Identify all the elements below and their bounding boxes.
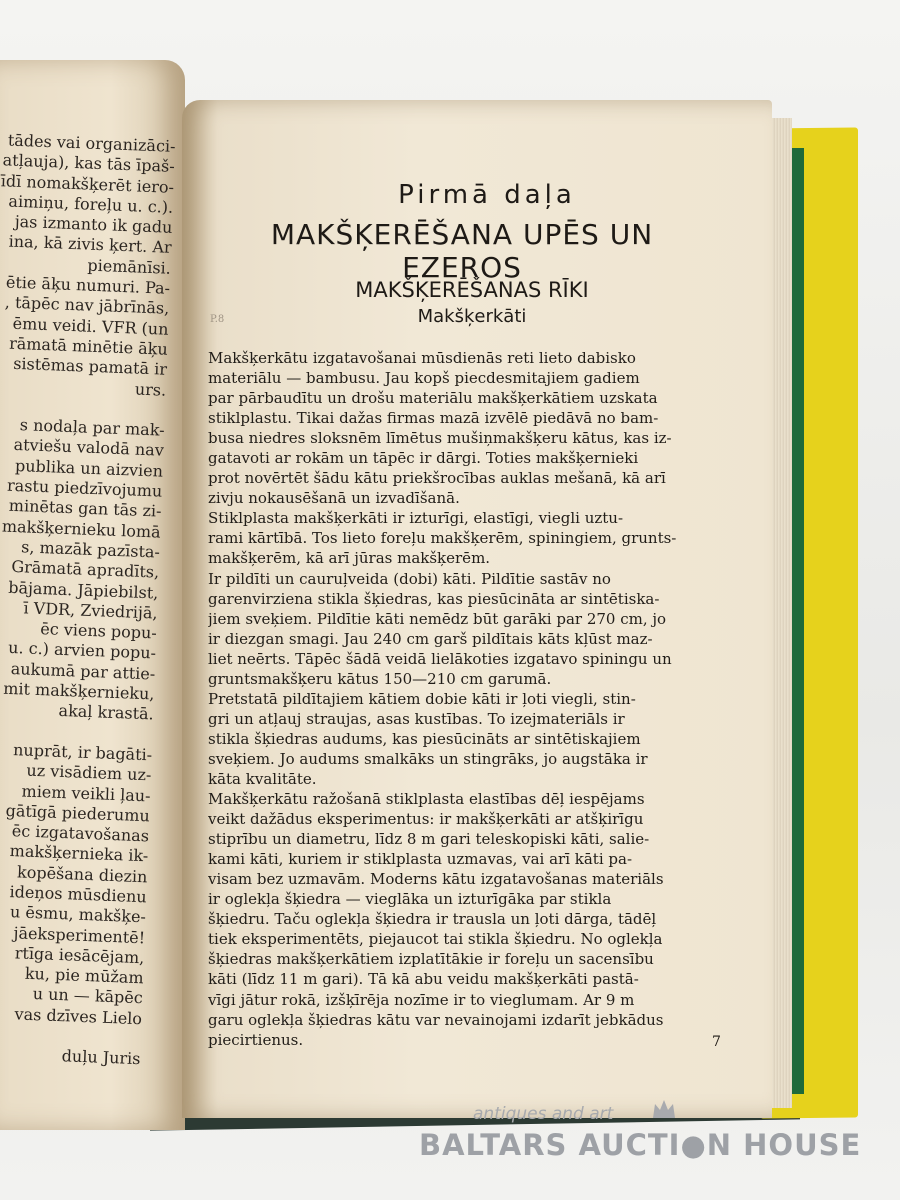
body-line: stikla šķiedras audums, kas piesūcināts ar sintētiskajiem — [208, 729, 641, 748]
body-line: vīgi jātur rokā, izšķīrēja nozīme ir to vieglumam. Ar 9 m — [208, 990, 635, 1009]
body-line: Stiklplasta makšķerkāti ir izturīgi, elastīgi, viegli uztu- — [208, 509, 624, 528]
subsection-title: Makšķerkāti — [417, 306, 527, 327]
left-page-line: u. c.) arvien popu- — [7, 638, 157, 663]
left-page-line: Grāmatā apradīts, — [11, 557, 160, 582]
left-page-line: īdī nomakšķerēt iero- — [0, 170, 175, 197]
watermark-brand: BALTARS AUCTI●N HOUSE — [419, 1128, 862, 1162]
body-line: šķiedras makšķerkātiem izplatītākie ir foreļu un sacensību — [208, 950, 654, 969]
left-page-line: aimiņu, foreļu u. c.). — [8, 191, 174, 217]
left-page-line: atļauja), kas tās īpaš- — [2, 150, 176, 177]
body-line: Ir pildīti un cauruļveida (dobi) kāti. Pildītie sastāv no — [208, 569, 611, 588]
body-line: visam bez uzmavām. Moderns kātu izgatavošanas materiāls — [208, 870, 664, 889]
chapter-title: MAKŠĶERĒŠANA UPĒS UN EZEROS — [270, 218, 654, 284]
left-page-line: , tāpēc nav jābrīnās, — [4, 292, 170, 319]
watermark — [405, 1104, 862, 1184]
left-page-line: u un — kāpēc — [32, 984, 144, 1008]
pencil-mark: P.8 — [210, 314, 225, 325]
body-line: busa niedres sloksnēm līmētus mušiņmakšķeru kātus, kas iz- — [208, 429, 672, 448]
body-line: kāta kvalitāte. — [208, 769, 317, 788]
body-line: stiprību un diametru, līdz 8 m gari teleskopiski kāti, salie- — [208, 830, 650, 849]
left-page-line: mit makšķernieku, — [2, 678, 155, 704]
left-page-line: rastu piedzīvojumu — [6, 475, 163, 501]
body-line: Makšķerkātu ražošanā stiklplasta elastības dēļ iespējams — [208, 790, 645, 809]
body-line: liet neērts. Tāpēc šādā veidā lielākoties izgatavo spiningu un — [208, 649, 672, 668]
body-text — [208, 348, 710, 1050]
body-line: zivju nokausēšanā un izvadīšanā. — [208, 489, 460, 508]
left-page-line: jas izmanto ik gadu — [14, 211, 173, 238]
left-page-line: akaļ krastā. — [58, 701, 155, 724]
left-page-line: atviešu valodā nav — [13, 435, 165, 461]
body-line: šķiedru. Taču oglekļa šķiedra ir trausla un ļoti dārga, tādēļ — [208, 910, 657, 929]
left-page-line: piemānīsi. — [87, 255, 172, 278]
body-line: Makšķerkātu izgatavošanai mūsdienās reti lieto dabisko — [208, 349, 636, 367]
body-line: gri un atļauj straujas, asas kustības. To izejmateriāls ir — [208, 709, 625, 728]
left-page-line: duļu Juris — [61, 1046, 141, 1069]
left-page-line: ideņos mūsdienu — [9, 882, 148, 907]
left-page-line: ēc viens popu- — [39, 619, 158, 643]
left-page-line: ētie āķu numuri. Pa- — [5, 272, 171, 298]
left-page-line: miem veikli ļau- — [21, 780, 151, 805]
left-page — [0, 60, 185, 1130]
left-page-line: vas dzīves Lielo — [14, 1004, 143, 1029]
left-page-line: jāeksperimentē! — [13, 922, 146, 947]
left-page-line: ī VDR, Zviedrijā, — [23, 598, 158, 623]
left-page-line: uz visādiem uz- — [26, 760, 152, 785]
left-page-line: publika un aizvien — [14, 455, 164, 481]
body-line: par pārbaudītu un drošu materiālu makšķerkātiem uzskata — [208, 389, 658, 408]
left-page-text — [0, 130, 176, 1070]
left-page-line: makšķernieku lomā — [1, 516, 162, 542]
body-line: makšķerēm, kā arī jūras makšķerēm. — [208, 549, 491, 568]
body-line: sveķiem. Jo audums smalkāks un stingrāks, jo augstāka ir — [208, 749, 648, 768]
left-page-line: ina, kā zivis ķert. Ar — [8, 232, 172, 258]
body-line: prot novērtēt šādu kātu priekšrocības auklas mešanā, kā arī — [208, 469, 666, 488]
page-number: 7 — [712, 1034, 721, 1050]
left-page-line: urs. — [134, 379, 167, 400]
left-page-line: gātīgā piederumu — [5, 800, 151, 826]
body-line: gruntsmakšķeru kātus 150—210 cm garumā. — [208, 669, 552, 688]
body-line: stiklplastu. Tikai dažas firmas mazā izvēlē piedāvā no bam- — [208, 409, 659, 428]
left-page-line: ku, pie mūžam — [24, 963, 144, 988]
right-page — [182, 100, 772, 1118]
body-line: Pretstatā pildītajiem kātiem dobie kāti ir ļoti viegli, stin- — [208, 689, 636, 708]
left-page-line: s nodaļa par mak- — [19, 415, 165, 440]
book-spine-green-stripe — [790, 148, 804, 1094]
section-title: MAKŠĶERĒŠANAS RĪKI — [355, 278, 589, 302]
watermark-tagline: antiques and art — [473, 1104, 614, 1124]
left-page-line: tādes vai organizāci- — [7, 130, 176, 156]
body-line: rami kārtībā. Tos lieto foreļu makšķerēm, spiningiem, grunts- — [208, 529, 677, 548]
body-line: piecirtienus. — [208, 1030, 304, 1049]
left-page-line: u ēsmu, makšķe- — [9, 902, 147, 927]
body-line: gatavoti ar rokām un tāpēc ir dārgi. Toties makšķernieki — [208, 449, 639, 468]
left-page-line: kopēšana diezin — [16, 862, 148, 887]
body-line: veikt dažādus eksperimentus: ir makšķerkāti ar atšķirīgu — [208, 810, 644, 829]
part-title: Pirmā daļa — [398, 180, 576, 210]
body-line: garenvirziena stikla šķiedras, kas piesūcināta ar sintētiska- — [208, 589, 660, 608]
body-line: kāti (līdz 11 m gari). Tā kā abu veidu makšķerkāti pastā- — [208, 970, 639, 989]
left-page-line: rāmatā minētie āķu — [8, 333, 169, 359]
left-page-line: s, mazāk pazīsta- — [20, 537, 161, 562]
left-page-line: ēc izgatavošanas — [11, 821, 150, 846]
body-line: jiem sveķiem. Pildītie kāti nemēdz būt garāki par 270 cm, jo — [208, 609, 667, 628]
crown-icon — [651, 1098, 677, 1120]
body-line: ir diezgan smagi. Jau 240 cm garš pildītais kāts kļūst maz- — [208, 629, 653, 648]
left-page-line: makšķernieka ik- — [9, 841, 149, 866]
left-page-line: minētas gan tās zi- — [8, 496, 162, 521]
left-page-line: aukumā par attie- — [10, 658, 156, 684]
body-line: tiek eksperimentēts, piejaucot tai stikla šķiedru. No oglekļa — [208, 930, 663, 949]
left-page-line: nuprāt, ir bagāti- — [12, 740, 153, 765]
body-line: materiālu — bambusu. Jau kopš piecdesmitajiem gadiem — [208, 369, 640, 388]
left-page-line: sistēmas pamatā ir — [12, 354, 168, 379]
left-page-line: bājama. Jāpiebilst, — [7, 577, 159, 603]
left-page-line: rtīga iesācējam, — [14, 943, 145, 968]
left-page-line: ēmu veidi. VFR (un — [12, 313, 169, 339]
body-line: ir oglekļa šķiedra — vieglāka un izturīgāka par stikla — [208, 890, 612, 909]
body-line: garu oglekļa šķiedras kātu var nevainojami izdarīt jebkādus — [208, 1010, 664, 1029]
body-line: kami kāti, kuriem ir stiklplasta uzmavas, vai arī kāti pa- — [208, 850, 633, 869]
